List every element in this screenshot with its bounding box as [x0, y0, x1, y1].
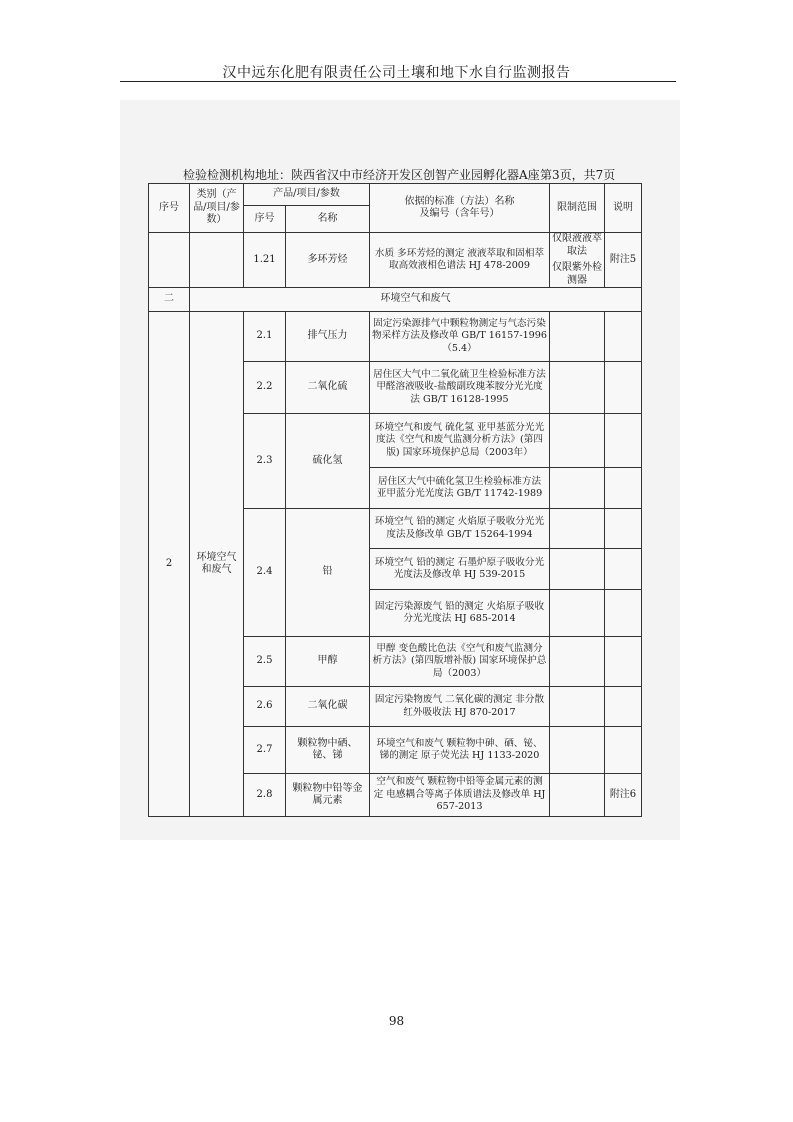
item-name: 多环芳烃	[286, 233, 370, 288]
cell-empty	[550, 468, 605, 509]
accreditation-scope-table	[148, 183, 642, 817]
item-standard: 环境空气 铅的测定 火焰原子吸收分光光度法及修改单 GB/T 15264-1994	[370, 509, 550, 549]
cell-empty	[550, 590, 605, 637]
item-no: 1.21	[244, 233, 286, 288]
header-standard-line1: 依据的标准（方法）名称	[404, 195, 515, 207]
item-no: 2.5	[244, 637, 286, 687]
item-name: 硫化氢	[286, 414, 370, 509]
section-title: 环境空气和废气	[190, 288, 642, 312]
page-number: 98	[388, 1014, 405, 1028]
cell-empty	[605, 312, 642, 362]
header-seq: 序号	[149, 184, 190, 233]
item-standard: 环境空气和废气 颗粒物中砷、硒、铋、锑的测定 原子荧光法 HJ 1133-2020	[370, 727, 550, 774]
item-standard: 空气和废气 颗粒物中铅等金属元素的测定 电感耦合等离子体质谱法及修改单 HJ 657-2013	[370, 774, 550, 817]
header-group: 产品/项目/参数	[244, 184, 370, 206]
table-row	[149, 233, 642, 288]
item-limit	[550, 233, 605, 288]
cell-empty	[605, 637, 642, 687]
header-category: 类别（产品/项目/参数）	[190, 184, 244, 233]
item-standard: 固定污染源排气中颗粒物测定与气态污染物采样方法及修改单 GB/T 16157-1996（5.4）	[370, 312, 550, 362]
item-standard: 甲醇 变色酸比色法《空气和废气监测分析方法》(第四版增补版) 国家环境保护总局（2003）	[370, 637, 550, 687]
cell-empty	[149, 233, 190, 288]
item-name: 二氧化碳	[286, 687, 370, 727]
section-seq: 二	[149, 288, 190, 312]
cell-empty	[605, 549, 642, 590]
item-no: 2.2	[244, 362, 286, 414]
header-note: 说明	[605, 184, 642, 233]
item-note: 附注6	[605, 774, 642, 817]
table-row	[149, 312, 642, 362]
item-standard: 水质 多环芳烃的测定 液液萃取和固相萃取高效液相色谱法 HJ 478-2009	[370, 233, 550, 288]
header-standard-line2: 及编号（含年号）	[419, 208, 500, 219]
cell-empty	[605, 590, 642, 637]
limit-line: 仅限紫外检测器	[552, 262, 602, 286]
cell-empty	[550, 312, 605, 362]
cell-empty	[190, 233, 244, 288]
header-limit: 限制范围	[550, 184, 605, 233]
item-no: 2.4	[244, 509, 286, 637]
item-name: 铅	[286, 509, 370, 637]
item-name: 颗粒物中铅等金属元素	[286, 774, 370, 817]
item-standard: 固定污染源废气 铅的测定 火焰原子吸收分光光度法 HJ 685-2014	[370, 590, 550, 637]
item-standard: 环境空气和废气 硫化氢 亚甲基蓝分光光度法《空气和废气监测分析方法》(第四版) 国家环境保护总局（2003年）	[370, 414, 550, 468]
report-header-title: 汉中远东化肥有限责任公司土壤和地下水自行监测报告	[222, 65, 571, 81]
cell-empty	[550, 362, 605, 414]
page-info: 第3页，共7页	[540, 168, 616, 182]
cell-empty	[605, 362, 642, 414]
item-no: 2.8	[244, 774, 286, 817]
cell-empty	[550, 637, 605, 687]
cell-empty	[550, 509, 605, 549]
item-name: 二氧化硫	[286, 362, 370, 414]
item-no: 2.1	[244, 312, 286, 362]
cell-empty	[550, 687, 605, 727]
item-no: 2.6	[244, 687, 286, 727]
item-name: 颗粒物中硒、铋、锑	[286, 727, 370, 774]
item-standard: 环境空气 铅的测定 石墨炉原子吸收分光光度法及修改单 HJ 539-2015	[370, 549, 550, 590]
limit-line: 仅限液液萃取法	[552, 233, 602, 257]
cell-empty	[605, 468, 642, 509]
item-note: 附注5	[605, 233, 642, 288]
cell-empty	[550, 727, 605, 774]
item-standard: 居住区大气中硫化氢卫生检验标准方法 亚甲蓝分光光度法 GB/T 11742-1989	[370, 468, 550, 509]
group-seq: 2	[149, 312, 190, 817]
item-no: 2.3	[244, 414, 286, 509]
item-name: 排气压力	[286, 312, 370, 362]
item-standard: 固定污染物废气 二氧化碳的测定 非分散红外吸收法 HJ 870-2017	[370, 687, 550, 727]
cell-empty	[605, 509, 642, 549]
cell-empty	[550, 774, 605, 817]
group-category: 环境空气和废气	[190, 312, 244, 817]
cell-empty	[605, 414, 642, 468]
header-standard	[370, 184, 550, 233]
cell-empty	[550, 549, 605, 590]
cell-empty	[605, 687, 642, 727]
cell-empty	[605, 727, 642, 774]
header-item-no: 序号	[244, 206, 286, 233]
item-name: 甲醇	[286, 637, 370, 687]
lab-address: 检验检测机构地址：陕西省汉中市经济开发区创智产业园孵化器A座	[183, 168, 540, 182]
header-divider	[120, 81, 676, 82]
cell-empty	[550, 414, 605, 468]
header-item-name: 名称	[286, 206, 370, 233]
item-no: 2.7	[244, 727, 286, 774]
section-row	[149, 288, 642, 312]
item-standard: 居住区大气中二氧化硫卫生检验标准方法 甲醛溶液吸收-盐酸副玫瑰苯胺分光光度法 GB/T 16128-1995	[370, 362, 550, 414]
